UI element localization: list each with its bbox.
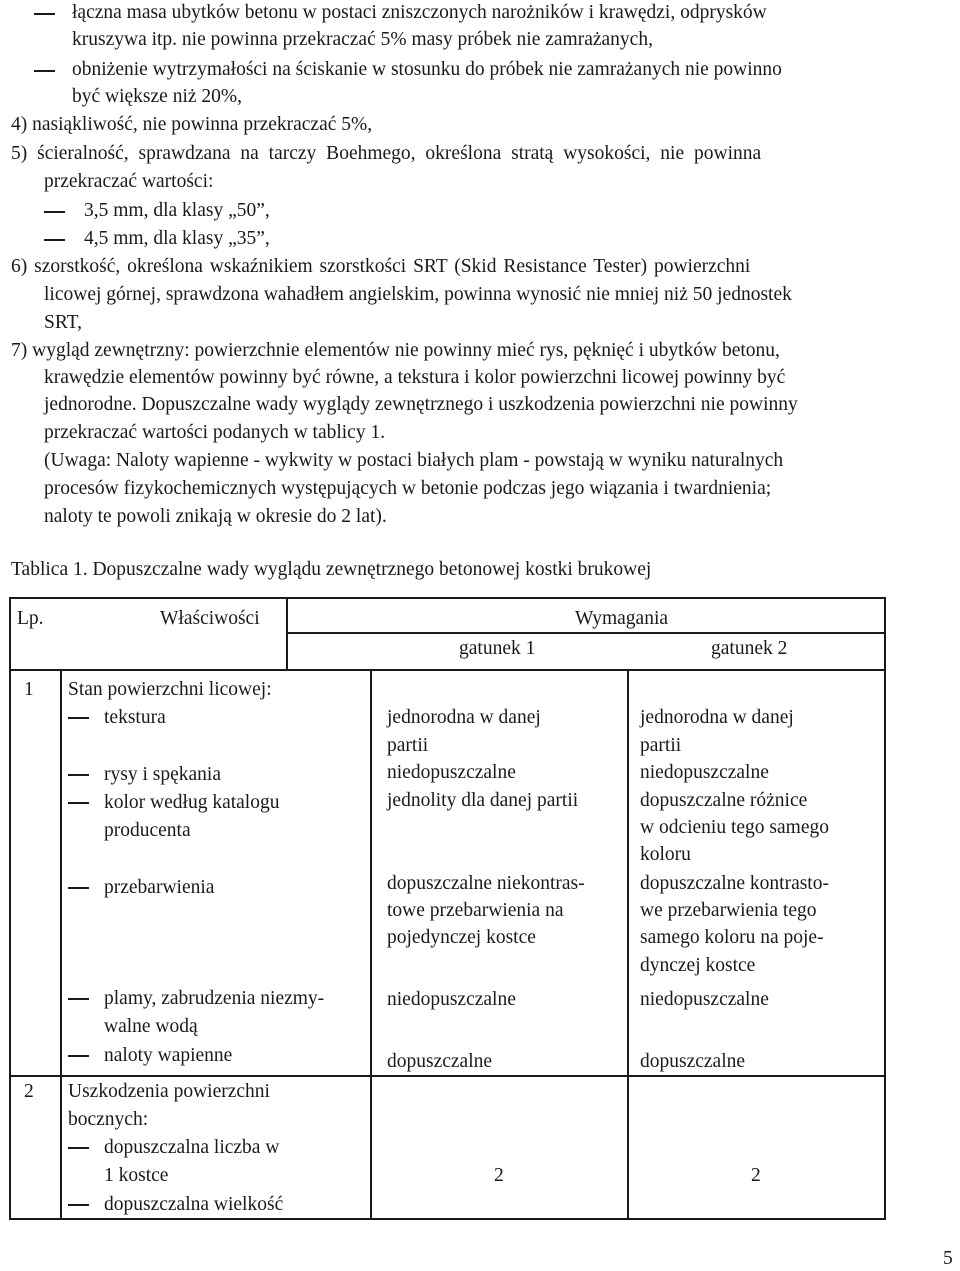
property-item: tekstura xyxy=(104,707,166,728)
grade2-value: niedopuszczalne xyxy=(640,989,769,1010)
grade1-value: partii xyxy=(387,735,429,756)
property-item: producenta xyxy=(104,820,191,841)
bullet-dash xyxy=(68,717,89,719)
grade2-value: koloru xyxy=(640,844,691,865)
grade2-value: 2 xyxy=(751,1165,761,1186)
row-number: 1 xyxy=(24,679,34,700)
list-item-4: 4) nasiąkliwość, nie powinna przekraczać 5%, xyxy=(11,114,373,135)
bullet-dash xyxy=(68,998,89,1000)
list-item-7: 7) wygląd zewnętrzny: powierzchnie elementów nie powinny mieć rys, pęknięć i ubytków betonu, xyxy=(11,340,780,361)
property-item: przebarwienia xyxy=(104,877,215,898)
header-requirements: Wymagania xyxy=(575,608,669,629)
grade2-value: niedopuszczalne xyxy=(640,762,769,783)
column-divider xyxy=(627,669,629,1220)
header-grade-2: gatunek 2 xyxy=(711,638,788,659)
header-grade-1: gatunek 1 xyxy=(459,638,536,659)
grade2-value: dopuszczalne xyxy=(640,1051,746,1072)
property-item: kolor według katalogu xyxy=(104,792,280,813)
grade1-value: 2 xyxy=(494,1165,504,1186)
text-line: SRT, xyxy=(44,312,83,333)
table-border-left xyxy=(9,597,11,1220)
grade2-value: jednorodna w danej xyxy=(640,707,794,728)
bullet-dash xyxy=(44,239,65,241)
bullet-dash xyxy=(44,211,65,213)
property-title: bocznych: xyxy=(68,1109,149,1130)
property-item: plamy, zabrudzenia niezmy- xyxy=(104,988,325,1009)
grade1-value: dopuszczalne xyxy=(387,1051,493,1072)
grade2-value: dopuszczalne kontrasto- xyxy=(640,873,829,894)
grade1-value: jednorodna w danej xyxy=(387,707,541,728)
text-line: łączna masa ubytków betonu w postaci zniszczonych narożników i krawędzi, odprysków xyxy=(72,2,767,23)
grade2-value: w odcieniu tego samego xyxy=(640,817,829,838)
header-column-divider xyxy=(286,597,288,671)
bullet-dash xyxy=(68,802,89,804)
header-properties: Właściwości xyxy=(160,608,260,629)
text-line: jednorodne. Dopuszczalne wady wyglądy zewnętrznego i uszkodzenia powierzchni nie powinny xyxy=(44,394,798,415)
property-item: 1 kostce xyxy=(104,1165,169,1186)
text-line: obniżenie wytrzymałości na ściskanie w stosunku do próbek nie zamrażanych nie powinno xyxy=(72,59,782,80)
bullet-dash xyxy=(34,70,55,72)
grade2-value: we przebarwienia tego xyxy=(640,900,817,921)
property-item: naloty wapienne xyxy=(104,1045,233,1066)
page-number: 5 xyxy=(943,1248,953,1269)
note-text: procesów fizykochemicznych występujących w betonie podczas jego wiązania i twardnienia; xyxy=(44,478,772,499)
property-item: walne wodą xyxy=(104,1016,198,1037)
bullet-dash xyxy=(68,774,89,776)
header-lp: Lp. xyxy=(17,608,44,629)
list-item-5: 5) ścieralność, sprawdzana na tarczy Boehmego, określona stratą wysokości, nie powinna xyxy=(11,143,762,164)
property-item: dopuszczalna wielkość xyxy=(104,1194,284,1215)
grade2-value: dopuszczalne różnice xyxy=(640,790,808,811)
property-title: Uszkodzenia powierzchni xyxy=(68,1081,270,1102)
text-line: przekraczać wartości podanych w tablicy 1. xyxy=(44,422,386,443)
note-text: naloty te powoli znikają w okresie do 2 lat). xyxy=(44,506,387,527)
text-line: być większe niż 20%, xyxy=(72,86,243,107)
grade1-value: towe przebarwienia na xyxy=(387,900,564,921)
note-text: (Uwaga: Naloty wapienne - wykwity w postaci białych plam - powstają w wyniku naturalnych xyxy=(44,450,784,471)
grade1-value: niedopuszczalne xyxy=(387,762,516,783)
column-divider xyxy=(370,669,372,1220)
grade2-value: dynczej kostce xyxy=(640,955,756,976)
bullet-dash xyxy=(34,13,55,15)
bullet-dash xyxy=(68,1055,89,1057)
text-line: przekraczać wartości: xyxy=(44,171,214,192)
bullet-dash xyxy=(68,887,89,889)
table-caption: Tablica 1. Dopuszczalne wady wyglądu zewnętrznego betonowej kostki brukowej xyxy=(11,559,652,580)
text-line: licowej górnej, sprawdzona wahadłem angielskim, powinna wynosić nie mniej niż 50 jednostek xyxy=(44,284,792,305)
grade2-value: partii xyxy=(640,735,682,756)
grade1-value: dopuszczalne niekontras- xyxy=(387,873,585,894)
grade1-value: pojedynczej kostce xyxy=(387,927,536,948)
grade2-value: samego koloru na poje- xyxy=(640,927,824,948)
bullet-dash xyxy=(68,1204,89,1206)
text-line: krawędzie elementów powinny być równe, a tekstura i kolor powierzchni licowej powinny być xyxy=(44,367,786,388)
text-line: 3,5 mm, dla klasy „50”, xyxy=(84,200,270,221)
grade1-value: jednolity dla danej partii xyxy=(387,790,579,811)
row-number: 2 xyxy=(24,1081,34,1102)
table-border-right xyxy=(884,597,886,1220)
grade1-value: niedopuszczalne xyxy=(387,989,516,1010)
text-line: kruszywa itp. nie powinna przekraczać 5% masy próbek nie zamrażanych, xyxy=(72,29,653,50)
list-item-6: 6) szorstkość, określona wskaźnikiem szorstkości SRT (Skid Resistance Tester) powierzchni xyxy=(11,256,751,277)
bullet-dash xyxy=(68,1147,89,1149)
table-border-top xyxy=(9,597,886,599)
property-item: rysy i spękania xyxy=(104,764,221,785)
table-header-divider xyxy=(9,669,886,671)
property-title: Stan powierzchni licowej: xyxy=(68,679,272,700)
text-line: 4,5 mm, dla klasy „35”, xyxy=(84,228,270,249)
property-item: dopuszczalna liczba w xyxy=(104,1137,280,1158)
column-divider xyxy=(60,669,62,1220)
